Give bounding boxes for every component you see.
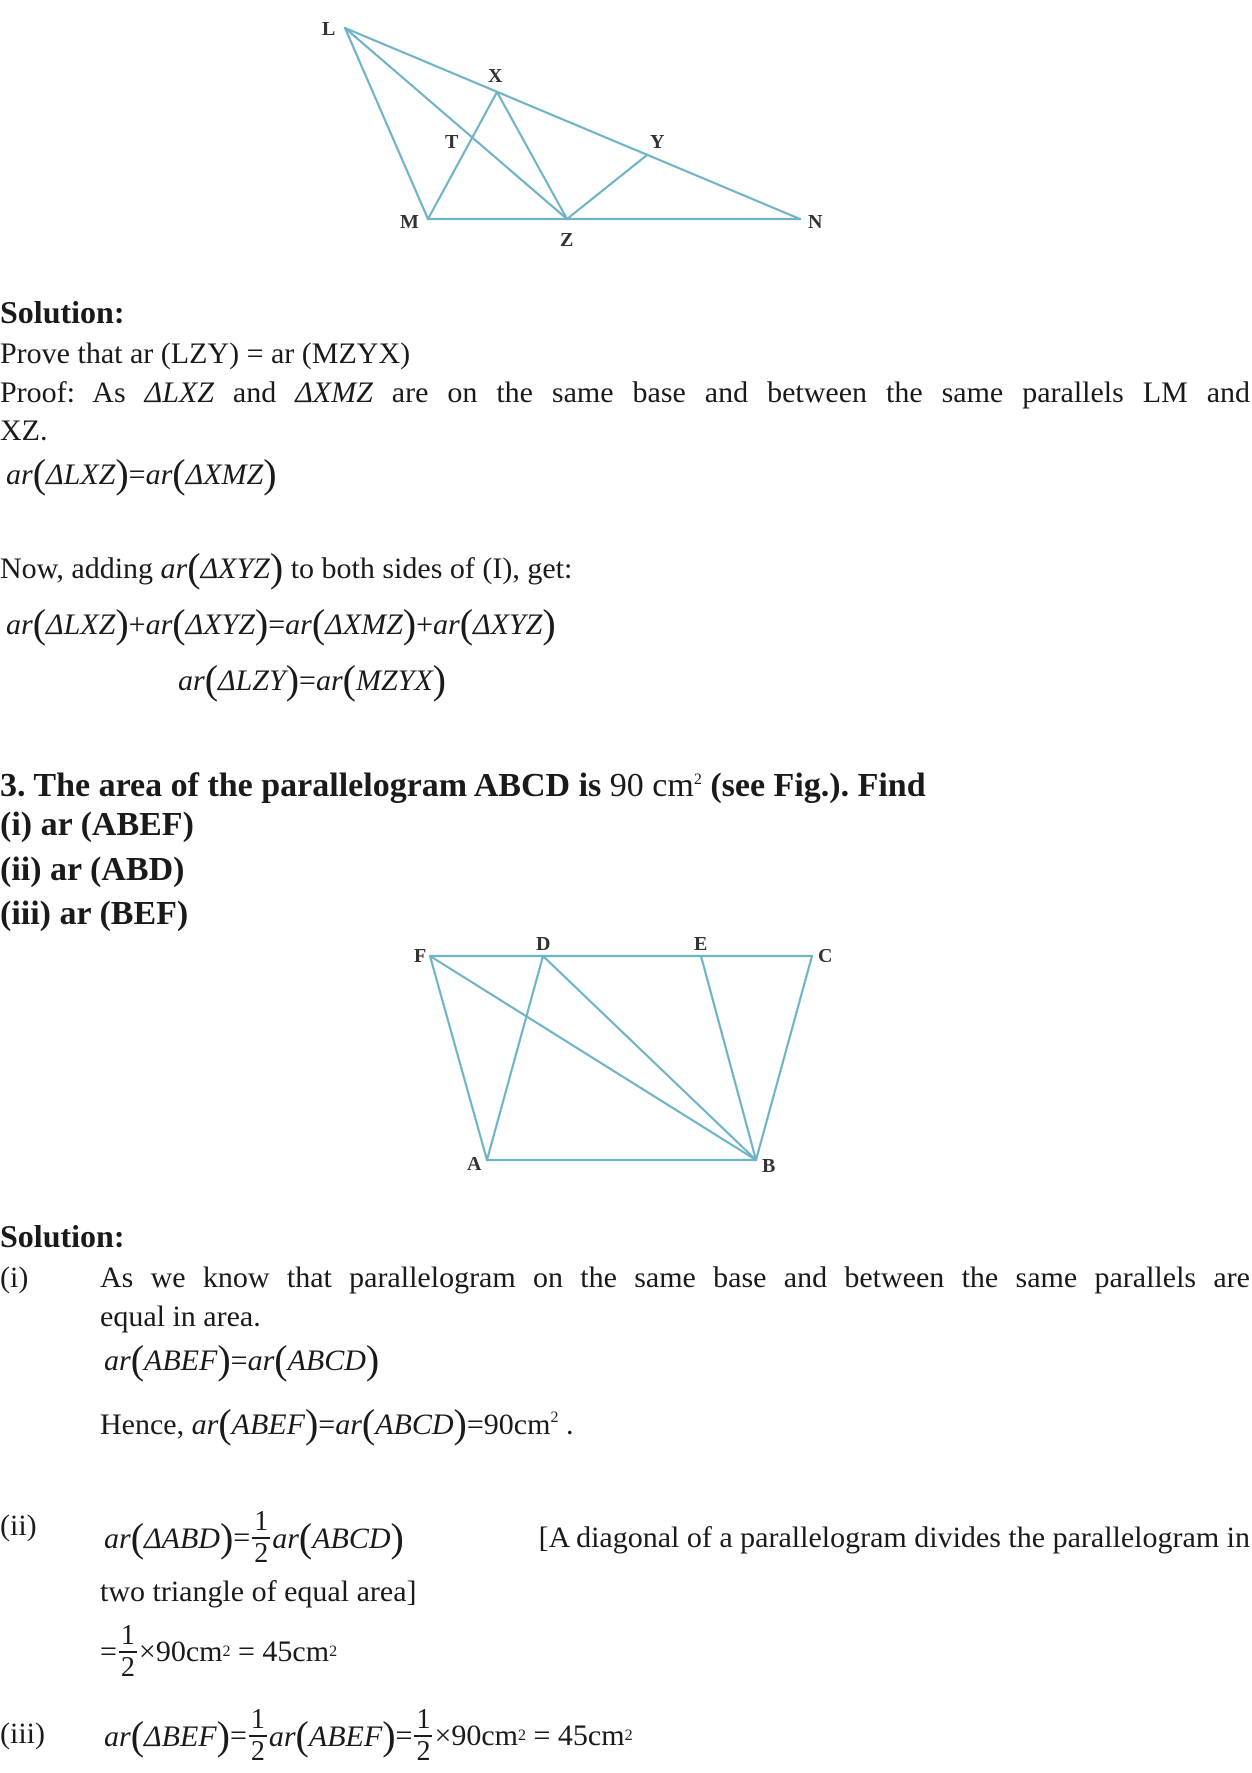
segment-db xyxy=(543,956,756,1160)
question-part-iii: (iii) ar (BEF) xyxy=(0,895,189,932)
triangle-lxz: ΔLXZ xyxy=(144,376,214,409)
vertex-label-y: Y xyxy=(650,131,665,153)
vertex-label-b: B xyxy=(762,1155,776,1177)
segment-mx xyxy=(428,92,497,219)
segment-ln xyxy=(345,28,800,219)
vertex-label-z: Z xyxy=(560,229,574,251)
equation-sum: ar(ΔLXZ)+ar(ΔXYZ)=ar(ΔXMZ)+ar(ΔXYZ) xyxy=(6,601,556,646)
adding-statement: Now, adding ar(ΔXYZ) to both sides of (I), get: xyxy=(0,545,573,590)
area-value: 90 $cm^2$ xyxy=(609,767,702,804)
figure-triangle-lmn xyxy=(0,0,1252,260)
equation-abd: ar(ΔABD) = $\frac{1}{2}$ ar(ABCD) [A diagonal of a parallelogram divides the parallelogram in xyxy=(104,1506,1250,1569)
part-i-text-cont: equal in area. xyxy=(100,1300,261,1333)
proof-line xyxy=(0,375,1250,411)
vertex-label-m: M xyxy=(400,211,419,233)
vertex-label-x: X xyxy=(488,65,503,87)
proof-and: and xyxy=(232,376,277,409)
part-i-number: (i) xyxy=(0,1261,29,1294)
part-iii-number: (iii) xyxy=(0,1717,45,1750)
solution-3-heading: Solution: xyxy=(0,1218,125,1254)
vertex-label-a: A xyxy=(467,1153,482,1175)
question-part-ii: (ii) ar (ABD) xyxy=(0,851,185,888)
reason-text: [A diagonal of a parallelogram divides the parallelogram in xyxy=(538,1521,1250,1554)
segment-da xyxy=(487,956,543,1160)
vertex-label-t: T xyxy=(445,131,459,153)
part-i-text: As we know that parallelogram on the same base and between the same parallels are xyxy=(100,1261,1250,1294)
question-3-heading: 3. The area of the parallelogram ABCD is 90 $cm^2$ (see Fig.). Find xyxy=(0,767,926,804)
vertex-label-d: D xyxy=(536,933,551,955)
proof-end: are on the same base and between the same parallels LM and xyxy=(391,376,1251,409)
calculation-abd: = $\frac{1}{2}$ ×90cm 2 = 45cm 2 xyxy=(100,1620,338,1683)
segment-cb xyxy=(756,956,812,1160)
question-part-i: (i) ar (ABEF) xyxy=(0,806,194,843)
segment-eb xyxy=(701,956,756,1160)
equation-result: ar(ΔLZY)=ar(MZYX) xyxy=(178,657,446,702)
figure-parallelogram-abcd xyxy=(0,920,1252,1180)
prove-statement: Prove that ar (LZY) = ar (MZYX) xyxy=(0,337,411,370)
vertex-label-e: E xyxy=(694,933,708,955)
fraction-half: $\frac{1}{2}$ xyxy=(254,1506,269,1569)
vertex-label-c: C xyxy=(818,945,833,967)
hence-statement: Hence, $ar(ABEF)=ar(ABCD)=90cm^2$ . xyxy=(100,1401,574,1446)
segment-lz xyxy=(345,28,567,219)
segment-xz xyxy=(497,92,567,219)
reason-text-cont: two triangle of equal area] xyxy=(100,1575,417,1608)
segment-zy xyxy=(567,155,647,219)
triangle-xmz: ΔXMZ xyxy=(295,376,373,409)
equation-abef-abcd: ar(ABEF)=ar(ABCD) xyxy=(104,1337,380,1382)
solution-heading: Solution: xyxy=(0,294,125,330)
equation-area-lxz-xmz: ar(ΔLXZ)=ar(ΔXMZ) xyxy=(6,451,277,496)
vertex-label-n: N xyxy=(808,211,823,233)
vertex-label-f: F xyxy=(414,945,427,967)
equation-bef: ar(ΔBEF) = $\frac{1}{2}$ ar(ABEF) = $\frac{1}{2}$ ×90cm 2 = 45cm 2 xyxy=(104,1704,633,1767)
vertex-label-l: L xyxy=(322,18,336,40)
proof-line-cont: XZ. xyxy=(0,414,48,447)
proof-start: Proof: As xyxy=(0,376,126,409)
part-ii-number: (ii) xyxy=(0,1509,37,1542)
